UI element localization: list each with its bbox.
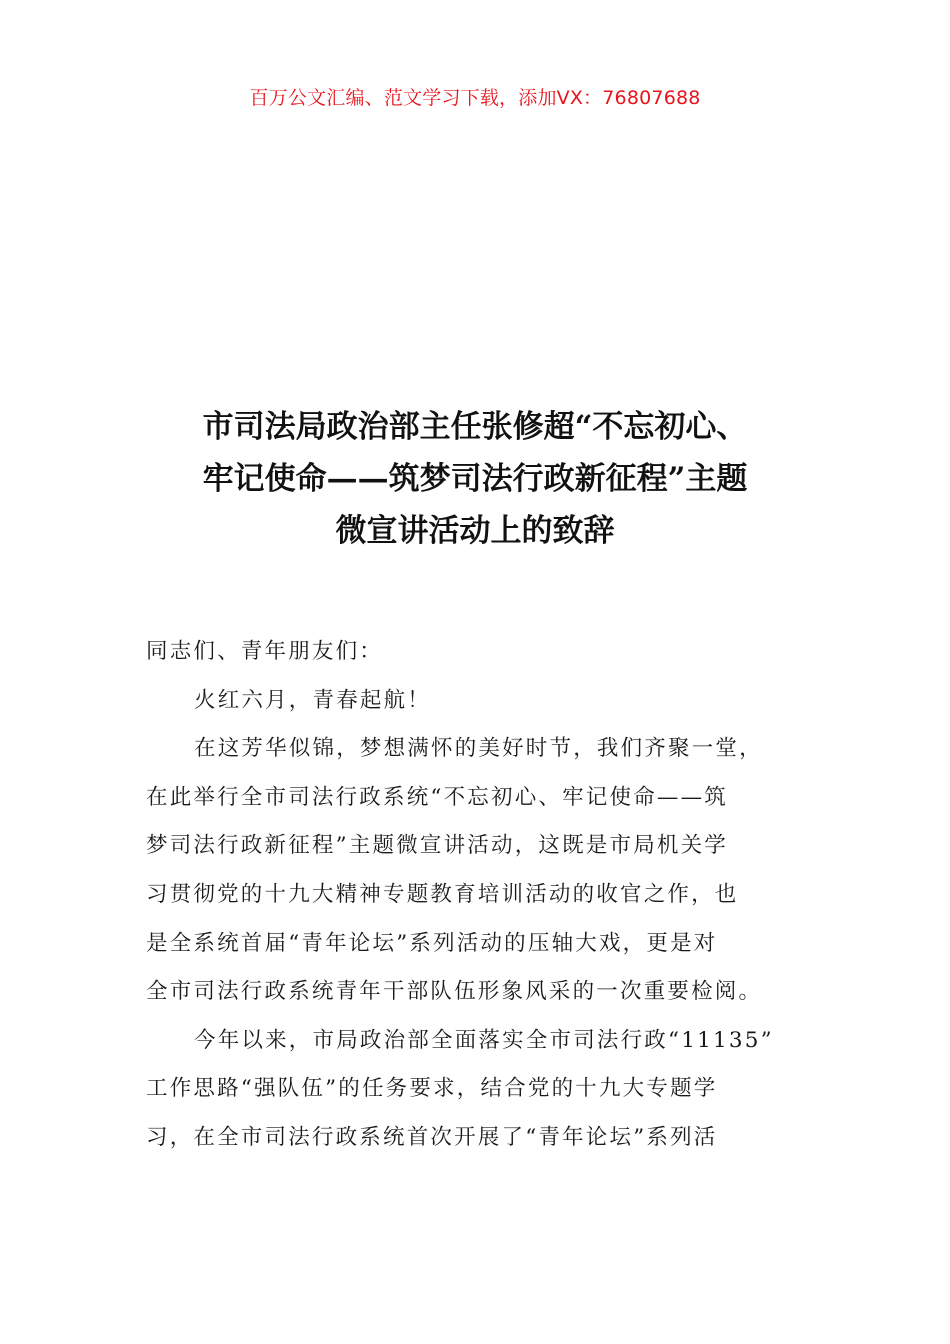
watermark-header: 百万公文汇编、范文学习下载，添加VX：76807688 — [249, 87, 701, 109]
document-body — [146, 632, 836, 1167]
title-line: 牢记使命——筑梦司法行政新征程”主题 — [202, 461, 748, 497]
paragraph-line: 习贯彻党的十九大精神专题教育培训活动的收官之作，也 — [146, 881, 739, 907]
paragraph-line: 今年以来，市局政治部全面落实全市司法行政“11135” — [194, 1027, 774, 1053]
paragraph-line: 全市司法行政系统青年干部队伍形象风采的一次重要检阅。 — [146, 979, 763, 1005]
paragraph-line: 是全系统首届“青年论坛”系列活动的压轴大戏，更是对 — [146, 930, 718, 956]
paragraph-line: 火红六月，青春起航！ — [194, 687, 432, 713]
paragraph-line: 工作思路“强队伍”的任务要求，结合党的十九大专题学 — [146, 1076, 718, 1102]
title-line: 微宣讲活动上的致辞 — [335, 513, 615, 549]
title-line: 市司法局政治部主任张修超“不忘初心、 — [202, 409, 748, 445]
paragraph-line: 梦司法行政新征程”主题微宣讲活动，这既是市局机关学 — [146, 833, 728, 859]
document-title — [140, 401, 810, 557]
paragraph-line: 在此举行全市司法行政系统“不忘初心、牢记使命——筑 — [146, 784, 728, 810]
salutation: 同志们、青年朋友们： — [146, 639, 384, 664]
paragraph-line: 习，在全市司法行政系统首次开展了“青年论坛”系列活 — [146, 1124, 718, 1150]
paragraph-line: 在这芳华似锦，梦想满怀的美好时节，我们齐聚一堂， — [194, 736, 763, 762]
